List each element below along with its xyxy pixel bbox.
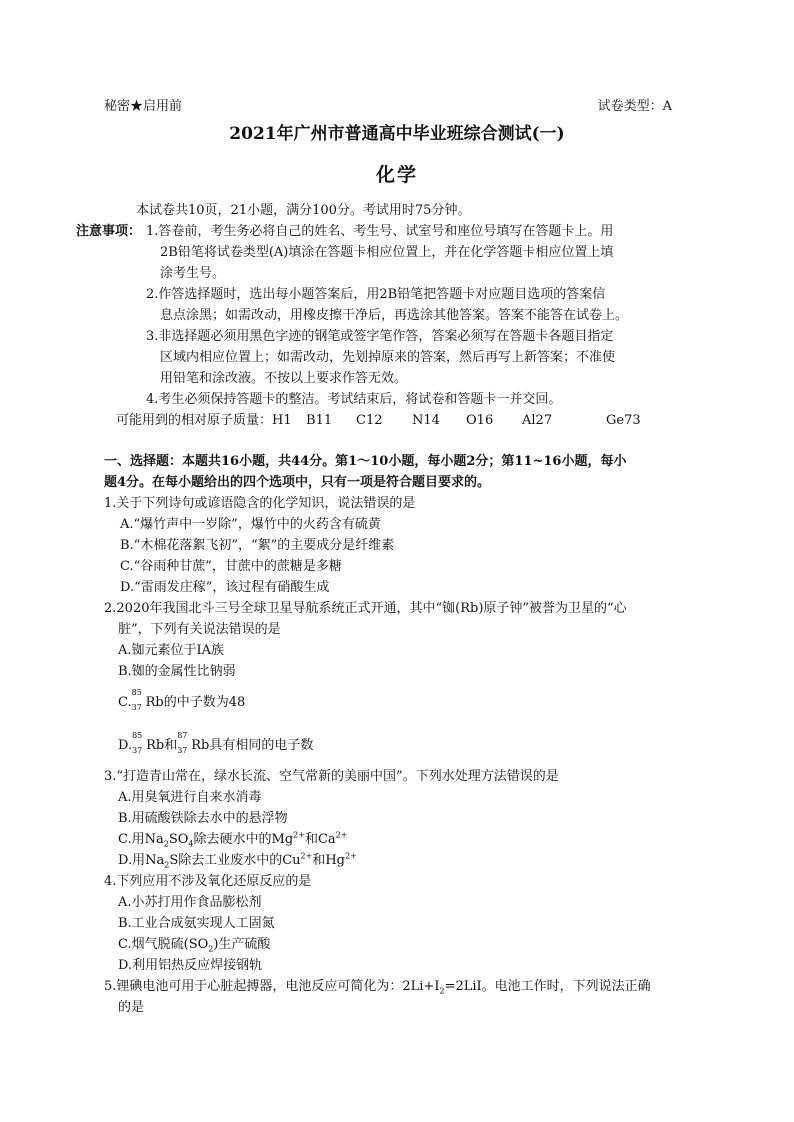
note-1-line-1: 1.答卷前，考生务必将自己的姓名、考生号、试室号和座位号填写在答题卡上。用 xyxy=(146,224,614,239)
atomic-masses xyxy=(104,410,684,431)
note-2-line-2: 息点涂黑；如需改动，用橡皮擦干净后，再选涂其他答案。答案不能答在试卷上。 xyxy=(160,308,629,323)
note-4-line-1: 4.考生必须保持答题卡的整洁。考试结束后，将试卷和答题卡一并交回。 xyxy=(146,392,562,407)
q4-option-a: A.小苏打用作食品膨松剂 xyxy=(118,895,262,910)
mass-o: O16 xyxy=(466,413,494,428)
q4-stem: 4.下列应用不涉及氧化还原反应的是 xyxy=(104,874,312,889)
notes-line xyxy=(76,221,684,242)
q1-option-c: C.“谷雨种甘蔗”，甘蔗中的蔗糖是多糖 xyxy=(120,559,342,574)
isotope-rb85 xyxy=(131,688,146,713)
q2-option-d xyxy=(104,731,684,756)
q2-option-c xyxy=(104,688,684,713)
isotope-rb85 xyxy=(132,731,146,756)
subject-title: 化学 xyxy=(375,164,418,186)
q3-option-d: D.用$Na_2S$除去工业废水中的$Cu^{2+}$和$Hg^{2+}$ xyxy=(118,851,357,870)
q1-option-a: A.“爆竹声中一岁除”，爆竹中的火药含有硫黄 xyxy=(120,517,381,532)
note-1-line-3: 涂考生号。 xyxy=(160,266,226,281)
mass-n: N14 xyxy=(412,413,440,428)
section-heading-2: 题4分。在每小题给出的四个选项中，只有一项是符合题目要求的。 xyxy=(104,475,491,490)
q3-option-c: C.用$Na_2SO_4$除去硬水中的$Mg^{2+}$和$Ca^{2+}$ xyxy=(118,830,348,849)
q4-option-d: D.利用铝热反应焊接钢轨 xyxy=(118,958,263,973)
q3-option-a: A.用臭氧进行自来水消毒 xyxy=(118,790,262,805)
q2-option-c-prefix: C. xyxy=(118,695,132,710)
q4-option-c: C.烟气脱硫$(SO_2)$生产硫酸 xyxy=(118,937,271,954)
q2-option-c-text: Rb的中子数为48 xyxy=(145,695,246,710)
section-heading-1: 一、选择题：本题共16小题，共44分。第1～10小题，每小题2分；第11~16小题，每小 xyxy=(104,454,627,469)
note-1-line-2: 2B铅笔将试卷类型(A)填涂在答题卡相应位置上，并在化学答题卡相应位置上填 xyxy=(160,245,614,260)
q2-stem-line-2: 脏”，下列有关说法错误的是 xyxy=(118,622,281,637)
atomic-number: 37 xyxy=(131,703,142,712)
q2-stem-line-1: 2.2020年我国北斗三号全球卫星导航系统正式开通，其中“铷(Rb)原子钟”被誉为卫星的“心 xyxy=(104,601,627,616)
note-3-line-3: 用铅笔和涂改液。不按以上要求作答无效。 xyxy=(160,371,408,386)
q3-option-b: B.用硫酸铁除去水中的悬浮物 xyxy=(118,811,288,826)
mass-h: H1 xyxy=(272,413,292,428)
q1-option-b: B.“木棉花落絮飞初”，“絮”的主要成分是纤维素 xyxy=(120,538,395,553)
confidential-mark: 秘密★启用前 xyxy=(104,99,183,114)
atomic-masses-label: 可能用到的相对原子质量： xyxy=(116,413,273,428)
mass-number: 85 xyxy=(131,688,142,697)
q3-stem: 3.“打造青山常在，绿水长流、空气常新的美丽中国”。下列水处理方法错误的是 xyxy=(104,769,559,784)
q2-option-b: B.铷的金属性比钠弱 xyxy=(118,664,236,679)
mass-b: B11 xyxy=(306,413,333,428)
q2-option-d-prefix: D. xyxy=(118,738,133,753)
mass-c: C12 xyxy=(356,413,383,428)
q1-option-d: D.“雷雨发庄稼”，该过程有硝酸生成 xyxy=(120,580,330,595)
mass-number: 85 xyxy=(132,731,143,740)
mass-al: Al27 xyxy=(522,413,553,428)
q2-option-d-text: Rb具有相同的电子数 xyxy=(191,738,314,753)
q5-stem-line-2: 的是 xyxy=(118,1000,145,1015)
exam-body xyxy=(76,200,684,1018)
q4-option-b: B.工业合成氨实现人工固氮 xyxy=(118,916,275,931)
note-3-line-2: 区域内相应位置上；如需改动，先划掉原来的答案，然后再写上新答案；不准使 xyxy=(160,350,616,365)
note-3-line-1: 3.非选择题必须用黑色字迹的钢笔或签字笔作答，答案必须写在答题卡各题目指定 xyxy=(146,329,614,344)
q2-option-a: A.铷元素位于IA族 xyxy=(118,643,225,658)
q1-stem: 1.关于下列诗句或谚语隐含的化学知识，说法错误的是 xyxy=(104,496,416,511)
paper-type: 试卷类型：A xyxy=(597,99,672,114)
notes-label: 注意事项： xyxy=(76,224,142,239)
isotope-rb87 xyxy=(177,731,191,756)
mass-ge: Ge73 xyxy=(606,413,641,428)
exam-title: 2021年广州市普通高中毕业班综合测试(一) xyxy=(229,124,565,144)
atomic-number: 37 xyxy=(177,746,188,755)
q2-option-d-mid: Rb和 xyxy=(146,738,178,753)
mass-number: 87 xyxy=(177,731,188,740)
atomic-number: 37 xyxy=(132,746,143,755)
note-2-line-1: 2.作答选择题时，选出每小题答案后，用2B铅笔把答题卡对应题目选项的答案信 xyxy=(146,287,606,302)
intro-text: 本试卷共10页，21小题，满分100分。考试用时75分钟。 xyxy=(136,203,471,218)
q5-stem-line-1: 5.锂碘电池可用于心脏起搏器，电池反应可简化为：$2Li+I_2=2LiI$。电池工作时，下列说法正确 xyxy=(104,979,651,996)
